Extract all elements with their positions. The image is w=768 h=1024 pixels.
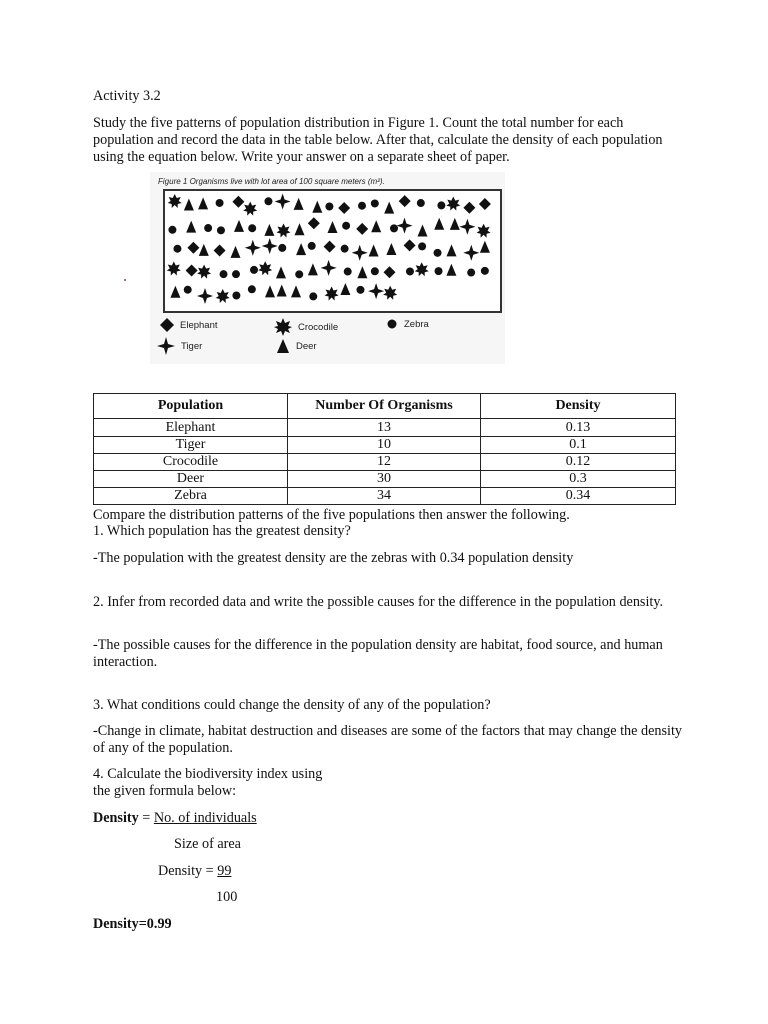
elephant-symbol [463, 202, 475, 214]
crocodile-symbol [243, 202, 257, 216]
zebra-symbol [371, 267, 379, 275]
zebra-symbol [250, 266, 258, 274]
deer-symbol [357, 266, 367, 278]
cell-density: 0.3 [481, 471, 676, 488]
zebra-symbol [418, 242, 426, 250]
zebra-symbol [435, 267, 443, 275]
crocodile-symbol [258, 261, 272, 275]
diamond-icon [160, 318, 174, 332]
question-2: 2. Infer from recorded data and write the possible causes for the difference in the population density. [93, 594, 664, 610]
deer-symbol [234, 220, 244, 232]
deer-symbol [295, 223, 305, 235]
legend-label: Tiger [181, 340, 203, 352]
tiger-symbol [397, 218, 413, 234]
table-row [94, 454, 676, 471]
activity-title: Activity 3.2 [93, 88, 161, 104]
deer-symbol [447, 244, 457, 256]
answer-3: -Change in climate, habitat destruction and diseases are some of the factors that may change the density of any of the population. [93, 723, 682, 756]
cell-count: 12 [288, 454, 481, 471]
deer-symbol [371, 220, 381, 232]
cell-population: Tiger [94, 437, 288, 454]
zebra-symbol [406, 267, 414, 275]
cell-count: 10 [288, 437, 481, 454]
zebra-symbol [434, 249, 442, 257]
question-3: 3. What conditions could change the density of any of the population? [93, 697, 491, 713]
header-population: Population [94, 394, 288, 419]
cell-density: 0.13 [481, 419, 676, 437]
triangle-icon [276, 339, 290, 353]
zebra-symbol [220, 270, 228, 278]
zebra-symbol [248, 224, 256, 232]
zebra-symbol [264, 197, 272, 205]
crocodile-symbol [277, 224, 291, 238]
deer-symbol [480, 241, 490, 253]
tiger-symbol [321, 260, 337, 276]
cell-count: 34 [288, 488, 481, 505]
question-4-line-2: the given formula below: [93, 783, 237, 799]
question-4-line-1: 4. Calculate the biodiversity index using [93, 766, 323, 782]
elephant-symbol [187, 242, 199, 254]
tiger-symbol [463, 245, 479, 261]
formula-label: Density [93, 810, 139, 826]
deer-symbol [170, 286, 180, 298]
crocodile-symbol [197, 265, 211, 279]
zebra-symbol [248, 285, 256, 293]
crocodile-symbol [325, 287, 339, 301]
deer-symbol [296, 243, 306, 255]
crocodile-symbol [446, 197, 460, 211]
organism-area-box [163, 189, 502, 313]
density-result: Density=0.99 [93, 916, 172, 932]
zebra-symbol [278, 244, 286, 252]
zebra-symbol [173, 245, 181, 253]
deer-symbol [340, 283, 350, 295]
elephant-symbol [338, 202, 350, 214]
deer-symbol [369, 245, 379, 257]
zebra-symbol [232, 292, 240, 300]
zebra-symbol [295, 270, 303, 278]
deer-symbol [294, 198, 304, 210]
table-row [94, 419, 676, 437]
question-1: 1. Which population has the greatest density? [93, 523, 351, 539]
tiger-symbol [459, 219, 475, 235]
cell-count: 13 [288, 419, 481, 437]
cell-population: Elephant [94, 419, 288, 437]
formula-equals: = [138, 810, 154, 826]
elephant-symbol [308, 217, 320, 229]
legend-label: Elephant [180, 319, 218, 331]
zebra-symbol [481, 267, 489, 275]
deer-symbol [265, 285, 275, 297]
elephant-symbol [479, 198, 491, 210]
zebra-symbol [217, 226, 225, 234]
compare-instruction: Compare the distribution patterns of the five populations then answer the following. [93, 507, 570, 523]
density-formula [93, 810, 257, 827]
deer-symbol [186, 221, 196, 233]
elephant-symbol [356, 223, 368, 235]
deer-symbol [184, 199, 194, 211]
deer-symbol [418, 225, 428, 237]
cell-population: Deer [94, 471, 288, 488]
zebra-symbol [437, 201, 445, 209]
crocodile-symbol [383, 286, 397, 300]
zebra-symbol [358, 202, 366, 210]
legend-zebra [386, 318, 429, 330]
legend-label: Deer [296, 340, 317, 352]
tiger-symbol [275, 194, 291, 210]
elephant-symbol [404, 239, 416, 251]
zebra-symbol [168, 226, 176, 234]
deer-symbol [308, 263, 318, 275]
cell-count: 30 [288, 471, 481, 488]
zebra-symbol [356, 286, 364, 294]
zebra-symbol [325, 203, 333, 211]
calc-denominator: 100 [216, 889, 238, 905]
deer-symbol [312, 201, 322, 213]
figure-caption: Figure 1 Organisms live with lot area of 100 square meters (m²). [158, 177, 385, 186]
deer-symbol [231, 246, 241, 258]
zebra-symbol [344, 268, 352, 276]
deer-symbol [277, 285, 287, 297]
deer-symbol [199, 244, 209, 256]
cell-population: Crocodile [94, 454, 288, 471]
calc-label: Density = [158, 863, 218, 879]
crocodile-symbol [167, 262, 181, 276]
elephant-symbol [232, 196, 244, 208]
cell-density: 0.1 [481, 437, 676, 454]
deer-symbol [264, 224, 274, 236]
zebra-symbol [204, 224, 212, 232]
legend-label: Zebra [404, 318, 429, 330]
zebra-symbol [467, 269, 475, 277]
legend-elephant [160, 318, 218, 332]
elephant-symbol [214, 245, 226, 257]
header-density: Density [481, 394, 676, 419]
zebra-symbol [341, 245, 349, 253]
crocodile-symbol [477, 224, 491, 238]
formula-numerator: No. of individuals [153, 810, 257, 826]
elephant-symbol [324, 241, 336, 253]
deer-symbol [446, 264, 456, 276]
deer-symbol [450, 218, 460, 230]
elephant-symbol [399, 195, 411, 207]
table-row [94, 437, 676, 454]
intro-paragraph: Study the five patterns of population distribution in Figure 1. Count the total number for each population and record the data in the table below. After that, calculate the density of each population using the equation below. Write your answer on a separate sheet of paper. [93, 115, 663, 165]
answer-2: -The possible causes for the difference in the population density are habitat, food source, and human interaction. [93, 637, 663, 670]
cell-density: 0.34 [481, 488, 676, 505]
tiger-symbol [352, 245, 368, 261]
organism-field [165, 191, 500, 311]
legend-label: Crocodile [298, 321, 339, 333]
zebra-symbol [216, 199, 224, 207]
circle-icon [386, 318, 398, 330]
deer-symbol [276, 266, 286, 278]
crocodile-symbol [168, 194, 182, 208]
zebra-symbol [309, 292, 317, 300]
zebra-symbol [308, 242, 316, 250]
legend-tiger [157, 337, 202, 355]
tiger-symbol [197, 288, 213, 304]
starburst-icon [274, 318, 292, 336]
deer-symbol [198, 197, 208, 209]
population-table [93, 393, 676, 505]
stray-mark [124, 279, 126, 281]
calc-numerator: 99 [217, 863, 232, 879]
four-point-star-icon [157, 337, 175, 355]
crocodile-symbol [415, 262, 429, 276]
cell-density: 0.12 [481, 454, 676, 471]
deer-symbol [384, 202, 394, 214]
legend-deer [276, 339, 317, 353]
cell-population: Zebra [94, 488, 288, 505]
elephant-symbol [384, 266, 396, 278]
table-row [94, 488, 676, 505]
tiger-symbol [262, 238, 278, 254]
table-row [94, 471, 676, 488]
deer-symbol [434, 218, 444, 230]
table-header-row [94, 394, 676, 419]
deer-symbol [386, 243, 396, 255]
tiger-symbol [368, 283, 384, 299]
legend-crocodile [274, 318, 338, 336]
answer-1: -The population with the greatest density are the zebras with 0.34 population density [93, 550, 574, 566]
zebra-symbol [342, 222, 350, 230]
zebra-symbol [417, 199, 425, 207]
elephant-symbol [186, 265, 198, 277]
formula-denominator: Size of area [174, 836, 241, 852]
deer-symbol [328, 221, 338, 233]
density-calculation [158, 863, 231, 880]
header-number-of-organisms: Number Of Organisms [288, 394, 481, 419]
crocodile-symbol [216, 289, 230, 303]
zebra-symbol [371, 199, 379, 207]
tiger-symbol [245, 240, 261, 256]
zebra-symbol [184, 286, 192, 294]
deer-symbol [291, 285, 301, 297]
zebra-symbol [232, 270, 240, 278]
